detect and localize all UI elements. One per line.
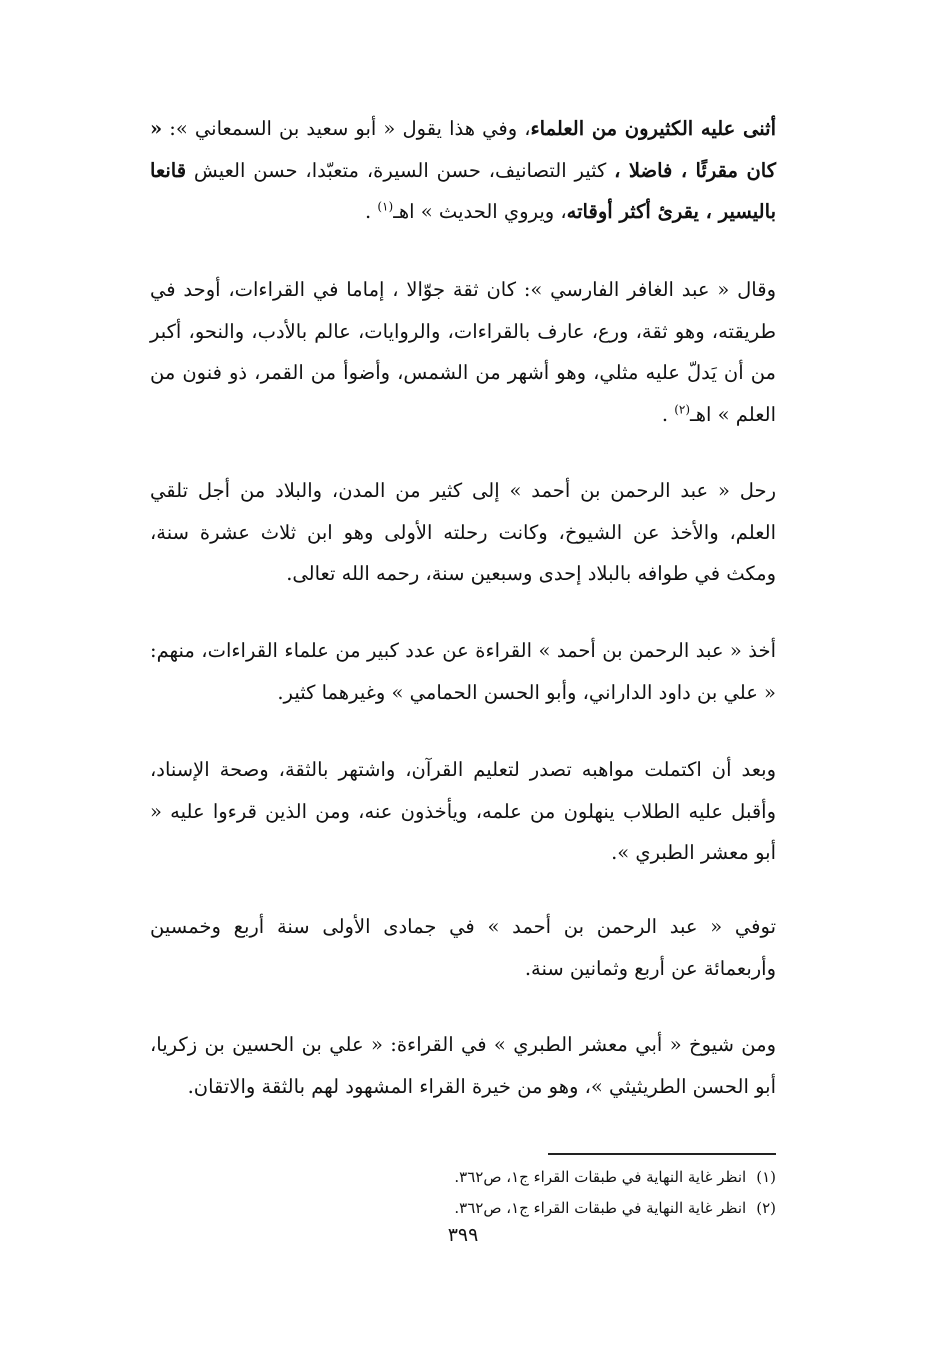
footnote-text: انظر غاية النهاية في طبقات القراء ج١، ص٣٦٢. bbox=[454, 1168, 747, 1186]
paragraph-text: « كان مقرئًا ، فاضلا ، bbox=[150, 117, 776, 182]
book-page bbox=[150, 100, 776, 1246]
paragraph-text: أخذ « عبد الرحمن بن أحمد » القراءة عن عدد كبير من علماء القراءات، منهم: « علي بن داود الداراني، وأبو الحسن الحمامي » وغيرهما كثير. bbox=[150, 639, 776, 704]
paragraph-text: توفي « عبد الرحمن بن أحمد » في جمادى الأولى سنة أربع وخمسين وأربعمائة عن أربع وثمانين سنة. bbox=[150, 915, 776, 980]
paragraph-death bbox=[150, 906, 776, 989]
paragraph-text: ، وفي هذا يقول « أبو سعيد بن السمعاني »: bbox=[162, 117, 531, 140]
footnote-reference: (١) bbox=[377, 199, 394, 214]
footnote-divider bbox=[548, 1153, 776, 1155]
paragraph-text: . bbox=[661, 402, 675, 426]
paragraph-text: أثنى عليه الكثيرون من العلماء bbox=[530, 117, 776, 140]
paragraph-teaching bbox=[150, 749, 776, 874]
paragraph-abdulghafir-quote bbox=[150, 269, 776, 435]
paragraph-text: ، ويروي الحديث » اهـ bbox=[393, 200, 567, 223]
footnote-number: (١) bbox=[756, 1168, 776, 1186]
page-number: ٣٩٩ bbox=[447, 1224, 479, 1246]
footnote-text: انظر غاية النهاية في طبقات القراء ج١، ص٣٦٢. bbox=[454, 1199, 747, 1217]
paragraph-travels bbox=[150, 470, 776, 595]
footnote-item bbox=[150, 1193, 776, 1224]
paragraph-text: كثير التصانيف، حسن السيرة، متعبّدا، حسن العيش bbox=[186, 158, 615, 182]
footnote-reference: (٢) bbox=[674, 402, 691, 416]
paragraph-teachers bbox=[150, 630, 776, 713]
paragraph-text: وبعد أن اكتملت مواهبه تصدر لتعليم القرآن، واشتهر بالثقة، وصحة الإسناد، وأقبل عليه الطلاب ينهلون من علمه، ويأخذون عنه، ومن الذين قرءوا عليه « أبو معشر الطبري ». bbox=[150, 758, 776, 864]
paragraph-abu-mashar-teachers bbox=[150, 1024, 776, 1107]
paragraph-text: رحل « عبد الرحمن بن أحمد » إلى كثير من المدن، والبلاد من أجل تلقي العلم، والأخذ عن الشيوخ، وكانت رحلته الأولى وهو ابن ثلاث عشرة سنة، ومكث في طوافه بالبلاد إحدى وسبعين سنة، رحمه الله تعالى. bbox=[150, 479, 776, 585]
paragraph-praise bbox=[150, 108, 776, 233]
paragraph-text: قانعا باليسير ، يقرئ أكثر أوقاته bbox=[150, 158, 776, 223]
paragraph-text: ومن شيوخ « أبي معشر الطبري » في القراءة: « علي بن الحسين بن زكريا، أبو الحسن الطريثيثي »، وهو من خيرة القراء المشهود لهم بالثقة والاتقان. bbox=[150, 1033, 776, 1098]
footnote-number: (٢) bbox=[756, 1199, 776, 1217]
footnote-item bbox=[150, 1162, 776, 1193]
paragraph-text: . bbox=[364, 200, 378, 223]
footnotes bbox=[150, 1162, 776, 1224]
paragraph-text: وقال « عبد الغافر الفارسي »: كان ثقة جوّالا ، إماما في القراءات، أوحد في طريقته، وهو ثقة، ورع، عارف بالقراءات، والروايات، عالم بالأدب، والنحو، أكبر من أن يَدلّ عليه مثلي، وهو أشهر من الشمس، وأضوأ من القمر، ذو فنون من العلم » اهـ bbox=[150, 278, 776, 426]
